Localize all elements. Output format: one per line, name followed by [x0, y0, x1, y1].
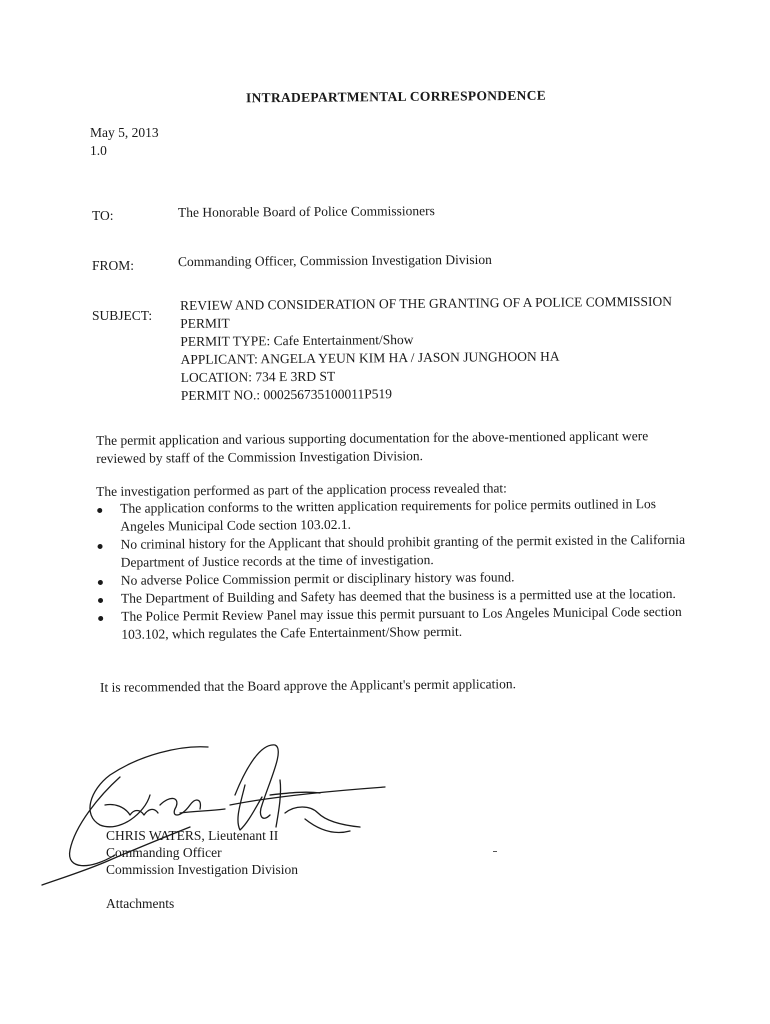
bullet-icon: [98, 580, 103, 585]
finding-item: No adverse Police Commission permit or disciplinary history was found.: [120, 569, 515, 588]
investigation-intro: The investigation performed as part of the application process revealed that:: [96, 480, 507, 499]
scan-mark: [493, 851, 497, 852]
document-title: INTRADEPARTMENTAL CORRESPONDENCE: [245, 87, 547, 106]
location: LOCATION: 734 E 3RD ST: [180, 368, 336, 385]
intro-line: reviewed by staff of the Commission Investigation Division.: [96, 448, 423, 466]
bullet-icon: [98, 544, 103, 549]
memo-version: 1.0: [90, 143, 107, 158]
memo-date: May 5, 2013: [90, 125, 159, 140]
permit-type: PERMIT TYPE: Cafe Entertainment/Show: [180, 331, 414, 349]
finding-item: The Department of Building and Safety has deemed that the business is a permitted use at the location.: [120, 585, 676, 606]
recommendation: It is recommended that the Board approve the Applicant's permit application.: [99, 676, 516, 695]
to-label: TO:: [92, 208, 114, 223]
intro-line: The permit application and various supporting documentation for the above-mentioned applicant were: [96, 428, 649, 448]
subject-label: SUBJECT:: [92, 308, 153, 323]
signer-division: Commission Investigation Division: [106, 862, 299, 877]
from-label: FROM:: [92, 258, 135, 273]
finding-item: No criminal history for the Applicant that should prohibit granting of the permit existed in the California: [120, 531, 686, 552]
attachments-label: Attachments: [106, 896, 175, 911]
finding-item: 103.102, which regulates the Cafe Entertainment/Show permit.: [121, 623, 463, 642]
bullet-icon: [98, 598, 103, 603]
finding-item: Department of Justice records at the time of investigation.: [120, 552, 434, 570]
subject-line: REVIEW AND CONSIDERATION OF THE GRANTING OF A POLICE COMMISSION: [180, 293, 673, 313]
permit-number: PERMIT NO.: 000256735100011P519: [180, 386, 393, 403]
from-value: Commanding Officer, Commission Investigation Division: [177, 251, 492, 270]
subject-line: PERMIT: [180, 315, 230, 331]
bullet-icon: [98, 616, 103, 621]
signer-title: Commanding Officer: [106, 845, 222, 860]
bullet-icon: [97, 508, 102, 513]
finding-item: Angeles Municipal Code section 103.02.1.: [120, 516, 352, 534]
finding-item: The Police Permit Review Panel may issue this permit pursuant to Los Angeles Municipal Code section: [121, 603, 682, 624]
applicant: APPLICANT: ANGELA YEUN KIM HA / JASON JUNGHOON HA: [180, 348, 560, 367]
finding-item: The application conforms to the written application requirements for police permits outlined in Los: [120, 496, 656, 516]
to-value: The Honorable Board of Police Commissioners: [177, 203, 435, 220]
signer-name: CHRIS WATERS, Lieutenant II: [106, 828, 279, 843]
